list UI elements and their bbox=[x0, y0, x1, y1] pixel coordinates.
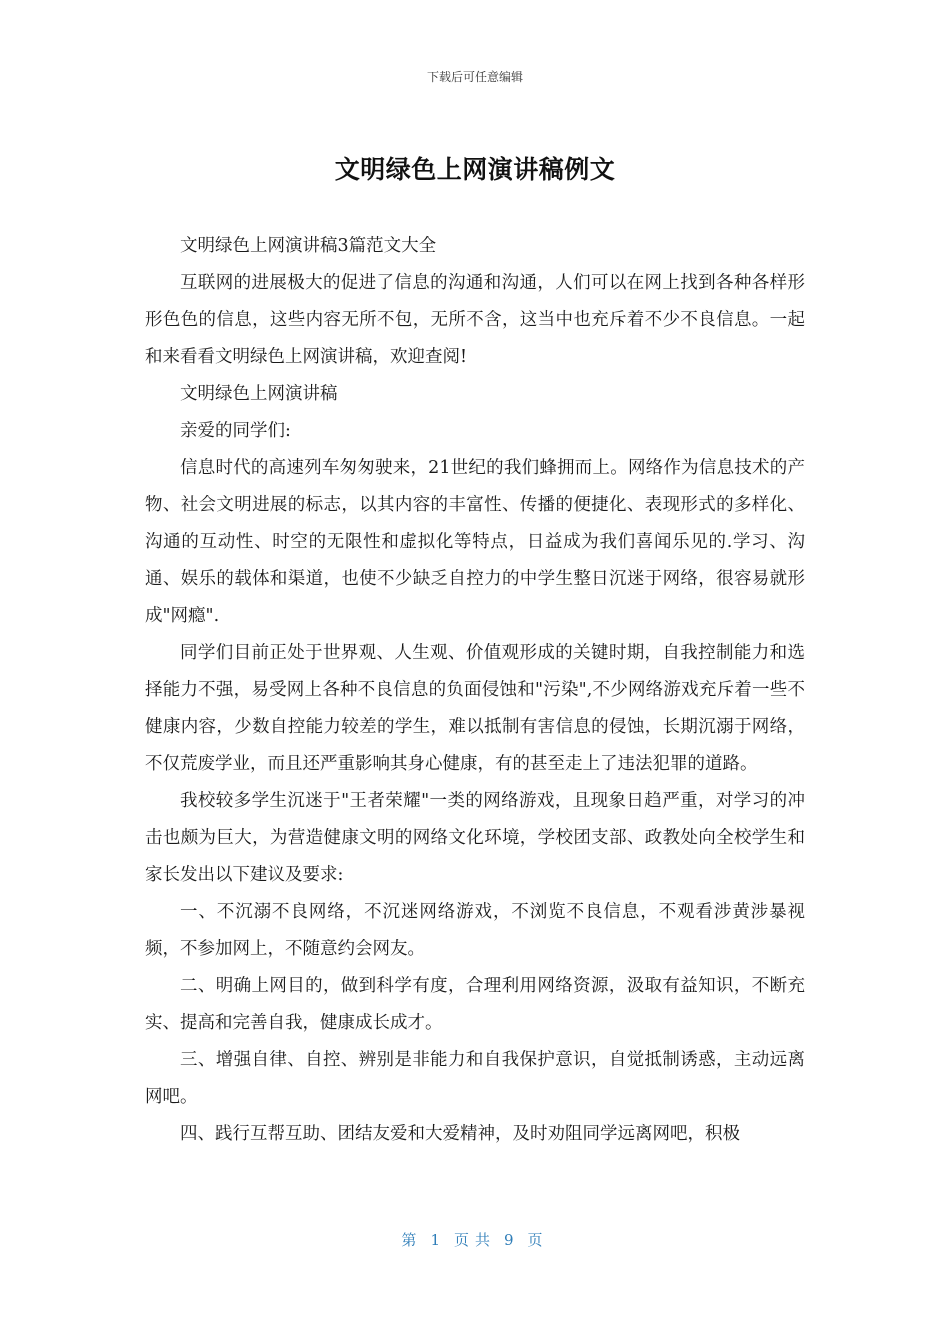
paragraph: 三、增强自律、自控、辨别是非能力和自我保护意识，自觉抵制诱惑，主动远离网吧。 bbox=[145, 1050, 805, 1107]
paragraph: 二、明确上网目的，做到科学有度，合理利用网络资源，汲取有益知识，不断充实、提高和完善自我，健康成长成才。 bbox=[145, 976, 805, 1033]
paragraph: 我校较多学生沉迷于"王者荣耀"一类的网络游戏，且现象日趋严重，对学习的冲击也颇为巨大，为营造健康文明的网络文化环境，学校团支部、政教处向全校学生和家长发出以下建议及要求: bbox=[145, 791, 805, 885]
document-body bbox=[145, 228, 805, 1153]
page-total-number: 9 bbox=[504, 1231, 520, 1249]
paragraph: 同学们目前正处于世界观、人生观、价值观形成的关键时期，自我控制能力和选择能力不强，易受网上各种不良信息的负面侵蚀和"污染",不少网络游戏充斥着一些不健康内容，少数自控能力较差的学生，难以抵制有害信息的侵蚀，长期沉溺于网络，不仅荒废学业，而且还严重影响其身心健康，有的甚至走上了违法犯罪的道路。 bbox=[145, 643, 805, 774]
paragraph: 文明绿色上网演讲稿 bbox=[180, 384, 338, 404]
page-footer-middle: 页共 bbox=[453, 1231, 496, 1249]
header-note: 下载后可任意编辑 bbox=[426, 70, 523, 84]
page-current-number: 1 bbox=[430, 1231, 446, 1249]
paragraph: 一、不沉溺不良网络，不沉迷网络游戏，不浏览不良信息，不观看涉黄涉暴视频，不参加网上，不随意约会网友。 bbox=[145, 902, 805, 959]
document-title: 文明绿色上网演讲稿例文 bbox=[334, 155, 616, 184]
paragraph: 亲爱的同学们: bbox=[180, 421, 291, 441]
paragraph: 互联网的进展极大的促进了信息的沟通和沟通，人们可以在网上找到各种各样形形色色的信息，这些内容无所不包，无所不含，这当中也充斥着不少不良信息。一起和来看看文明绿色上网演讲稿，欢迎查阅! bbox=[145, 273, 805, 367]
paragraph: 信息时代的高速列车匆匆驶来，21世纪的我们蜂拥而上。网络作为信息技术的产物、社会文明进展的标志，以其内容的丰富性、传播的便捷化、表现形式的多样化、沟通的互动性、时空的无限性和虚拟化等特点，日益成为我们喜闻乐见的.学习、沟通、娱乐的载体和渠道，也使不少缺乏自控力的中学生整日沉迷于网络，很容易就形成"网瘾". bbox=[145, 458, 805, 626]
page-footer bbox=[0, 1229, 950, 1250]
paragraph: 四、践行互帮互助、团结友爱和大爱精神，及时劝阻同学远离网吧，积极 bbox=[180, 1124, 740, 1144]
page-footer-prefix: 第 bbox=[401, 1231, 423, 1249]
paragraph: 文明绿色上网演讲稿3篇范文大全 bbox=[180, 236, 437, 256]
page-footer-suffix: 页 bbox=[527, 1231, 549, 1249]
